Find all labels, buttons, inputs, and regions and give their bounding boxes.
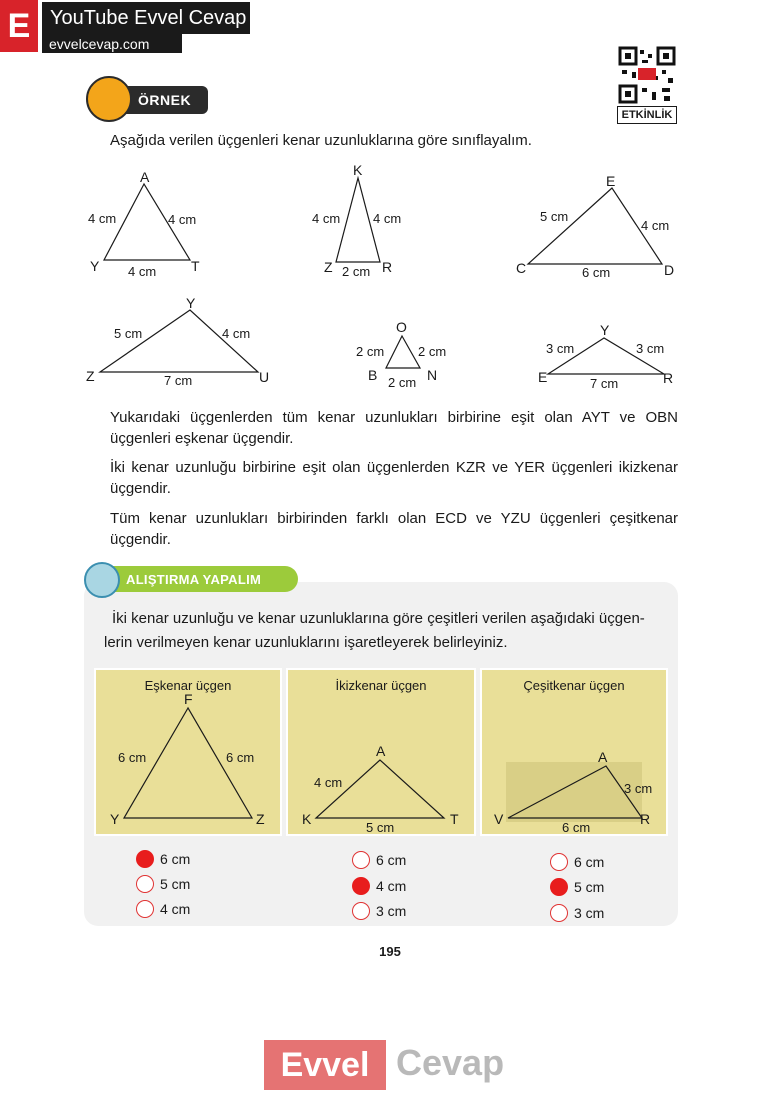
site-url[interactable]: evvelcevap.com	[42, 34, 182, 53]
side-label: 4 cm	[168, 212, 197, 227]
option-scalene-1[interactable]	[550, 853, 604, 871]
side-label: 4 cm	[373, 211, 402, 226]
option-isosceles-1[interactable]	[352, 851, 406, 869]
qr-code-icon[interactable]	[618, 46, 676, 104]
side-label: 6 cm	[582, 265, 611, 280]
option-label: 6 cm	[160, 851, 191, 867]
panel-isosceles	[286, 668, 476, 836]
side-label: 6 cm	[118, 750, 147, 765]
exercise-instruction-line1: İki kenar uzunluğu ve kenar uzunluklarına göre çeşitleri verilen aşağıdaki üçgen-	[112, 610, 645, 627]
option-label: 4 cm	[160, 901, 191, 917]
panel-equilateral	[94, 668, 282, 836]
side-label: 4 cm	[641, 218, 670, 233]
radio-icon[interactable]	[136, 875, 154, 893]
vertex-label: C	[516, 260, 527, 276]
radio-icon[interactable]	[136, 900, 154, 918]
panel-title: İkizkenar üçgen	[335, 678, 427, 693]
panel-title: Eşkenar üçgen	[144, 678, 232, 693]
vertex-label: E	[606, 173, 616, 189]
vertex-label: K	[353, 162, 363, 178]
paragraph-isosceles-line1: İki kenar uzunluğu birbirine eşit olan üçgenlerden KZR ve YER üçgenleri ikizkenar	[110, 459, 678, 476]
side-label: 2 cm	[342, 264, 371, 279]
side-label: 2 cm	[418, 344, 447, 359]
side-label: 4 cm	[222, 326, 251, 341]
paragraph-scalene-line2: üçgendir.	[110, 531, 171, 548]
panel-triangle	[288, 670, 478, 838]
side-label: 4 cm	[312, 211, 341, 226]
vertex-label: Y	[186, 295, 196, 311]
vertex-label: R	[382, 259, 393, 275]
paragraph-equilateral-line1: Yukarıdaki üçgenlerden tüm kenar uzunlukları birbirine eşit olan AYT ve OBN	[110, 409, 678, 426]
activity-label: ETKİNLİK	[617, 106, 677, 124]
side-label: 3 cm	[624, 781, 653, 796]
vertex-label: A	[140, 169, 150, 185]
vertex-label: E	[538, 369, 548, 385]
vertex-label: A	[376, 743, 386, 759]
option-scalene-2[interactable]	[550, 878, 604, 896]
option-label: 3 cm	[376, 903, 407, 919]
vertex-label: Y	[600, 322, 610, 338]
side-label: 7 cm	[164, 373, 193, 388]
vertex-label: B	[368, 367, 378, 383]
side-label: 6 cm	[226, 750, 255, 765]
vertex-label: V	[494, 811, 504, 827]
side-label: 7 cm	[590, 376, 619, 391]
footer-logo-evvel: Evvel	[264, 1040, 386, 1090]
vertex-label: U	[259, 369, 270, 385]
paragraph-isosceles-line2: üçgendir.	[110, 480, 171, 497]
option-label: 3 cm	[574, 905, 605, 921]
side-label: 4 cm	[88, 211, 117, 226]
vertex-label: R	[640, 811, 651, 827]
example-intro: Aşağıda verilen üçgenleri kenar uzunluklarına göre sınıflayalım.	[110, 132, 532, 149]
vertex-label: T	[450, 811, 459, 827]
side-label: 3 cm	[636, 341, 665, 356]
option-label: 6 cm	[574, 854, 605, 870]
panel-title: Çeşitkenar üçgen	[523, 678, 625, 693]
option-isosceles-2[interactable]	[352, 877, 406, 895]
option-label: 5 cm	[160, 876, 191, 892]
clipboard-icon	[86, 76, 132, 122]
option-isosceles-3[interactable]	[352, 902, 406, 920]
brand-logo-letter: E	[0, 0, 38, 52]
option-label: 4 cm	[376, 878, 407, 894]
radio-checked-icon[interactable]	[352, 877, 370, 895]
panel-triangle	[482, 670, 670, 838]
side-label: 2 cm	[388, 375, 417, 390]
vertex-label: Z	[324, 259, 333, 275]
vertex-label: O	[396, 319, 407, 335]
vertex-label: A	[598, 749, 608, 765]
option-equilateral-3[interactable]	[136, 900, 190, 918]
radio-checked-icon[interactable]	[136, 850, 154, 868]
panel-scalene	[480, 668, 668, 836]
vertex-label: Y	[110, 811, 120, 827]
channel-title[interactable]: YouTube Evvel Cevap	[42, 2, 250, 34]
option-label: 5 cm	[574, 879, 605, 895]
radio-icon[interactable]	[550, 853, 568, 871]
side-label: 6 cm	[562, 820, 591, 835]
vertex-label: F	[184, 691, 193, 707]
radio-checked-icon[interactable]	[550, 878, 568, 896]
option-scalene-3[interactable]	[550, 904, 604, 922]
side-label: 4 cm	[314, 775, 343, 790]
vertex-label: N	[427, 367, 438, 383]
paragraph-scalene-line1: Tüm kenar uzunlukları birbirinden farklı olan ECD ve YZU üçgenleri çeşitkenar	[110, 510, 678, 527]
side-label: 5 cm	[540, 209, 569, 224]
option-equilateral-2[interactable]	[136, 875, 190, 893]
side-label: 5 cm	[114, 326, 143, 341]
vertex-label: T	[191, 258, 200, 274]
exercise-instruction-line2: lerin verilmeyen kenar uzunluklarını işaretleyerek belirleyiniz.	[104, 634, 508, 651]
exercise-badge: ALIŞTIRMA YAPALIM	[108, 566, 298, 592]
panel-triangle	[96, 670, 284, 838]
side-label: 2 cm	[356, 344, 385, 359]
vertex-label: R	[663, 370, 674, 386]
magnifier-icon	[84, 562, 120, 598]
option-label: 6 cm	[376, 852, 407, 868]
radio-icon[interactable]	[352, 851, 370, 869]
paragraph-equilateral-line2: üçgenleri eşkenar üçgendir.	[110, 430, 294, 447]
vertex-label: Z	[86, 368, 95, 384]
side-label: 4 cm	[128, 264, 157, 279]
vertex-label: Y	[90, 258, 100, 274]
example-triangles	[0, 160, 780, 400]
radio-icon[interactable]	[352, 902, 370, 920]
vertex-label: D	[664, 262, 675, 278]
side-label: 5 cm	[366, 820, 395, 835]
option-equilateral-1[interactable]	[136, 850, 190, 868]
example-badge: ÖRNEK	[118, 86, 208, 114]
vertex-label: K	[302, 811, 312, 827]
page-number: 195	[379, 944, 401, 959]
side-label: 3 cm	[546, 341, 575, 356]
radio-icon[interactable]	[550, 904, 568, 922]
vertex-label: Z	[256, 811, 265, 827]
footer-logo-cevap: Cevap	[396, 1042, 505, 1083]
